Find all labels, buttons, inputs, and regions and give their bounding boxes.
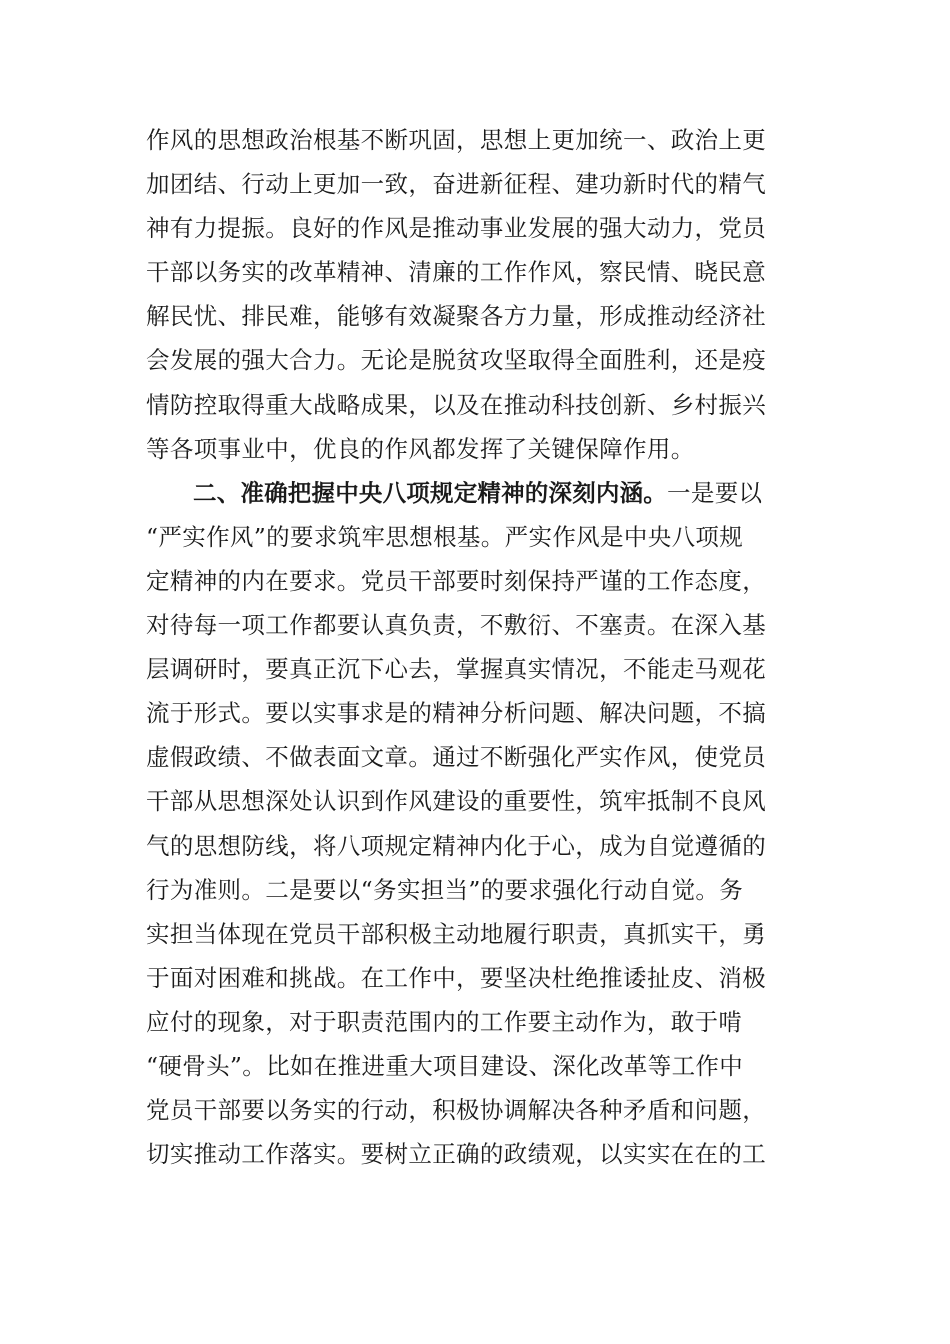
text-line: 作风的思想政治根基不断巩固，思想上更加统一、政治上更 — [146, 126, 767, 154]
text-line: 解民忧、排民难，能够有效凝聚各方力量，形成推动经济社 — [146, 302, 767, 331]
text-line: 干部以务实的改革精神、清廉的工作作风，察民情、晓民意 — [146, 258, 767, 287]
text-line: 会发展的强大合力。无论是脱贫攻坚取得全面胜利，还是疫 — [146, 346, 767, 375]
text-line: 切实推动工作落实。要树立正确的政绩观，以实实在在的工 — [146, 1140, 767, 1169]
text-line: 应付的现象，对于职责范围内的工作要主动作为，敢于啃 — [146, 1007, 743, 1036]
text-line: “硬骨头”。比如在推进重大项目建设、深化改革等工作中 — [146, 1051, 744, 1080]
text-line: 干部从思想深处认识到作风建设的重要性，筑牢抵制不良风 — [146, 787, 767, 816]
text-line: 虚假政绩、不做表面文章。通过不断强化严实作风，使党员 — [146, 743, 767, 772]
text-line: 行为准则。二是要以“务实担当”的要求强化行动自觉。务 — [146, 875, 744, 904]
text-line: 实担当体现在党员干部积极主动地履行职责，真抓实干，勇 — [146, 919, 767, 948]
section-heading-continuation: 一是要以 — [667, 478, 763, 507]
text-line: 流于形式。要以实事求是的精神分析问题、解决问题，不搞 — [146, 699, 767, 728]
document-body — [146, 118, 816, 1176]
text-line: 定精神的内在要求。党员干部要时刻保持严谨的工作态度， — [146, 566, 767, 595]
text-line: 党员干部要以务实的行动，积极协调解决各种矛盾和问题， — [146, 1096, 767, 1125]
text-line: “严实作风”的要求筑牢思想根基。严实作风是中央八项规 — [146, 522, 744, 551]
text-line: 层调研时，要真正沉下心去，掌握真实情况，不能走马观花 — [146, 655, 767, 684]
text-line: 于面对困难和挑战。在工作中，要坚决杜绝推诿扯皮、消极 — [146, 963, 767, 992]
section-heading-line — [146, 471, 816, 515]
text-line: 等各项事业中，优良的作风都发挥了关键保障作用。 — [146, 434, 695, 463]
text-line: 情防控取得重大战略成果，以及在推动科技创新、乡村振兴 — [146, 390, 767, 419]
text-line: 加团结、行动上更加一致，奋进新征程、建功新时代的精气 — [146, 170, 767, 199]
text-line: 对待每一项工作都要认真负责，不敷衍、不塞责。在深入基 — [146, 611, 767, 640]
section-heading: 二、准确把握中央八项规定精神的深刻内涵。 — [193, 478, 667, 507]
text-line: 气的思想防线，将八项规定精神内化于心，成为自觉遵循的 — [146, 831, 767, 860]
text-line: 神有力提振。良好的作风是推动事业发展的强大动力，党员 — [146, 214, 767, 243]
